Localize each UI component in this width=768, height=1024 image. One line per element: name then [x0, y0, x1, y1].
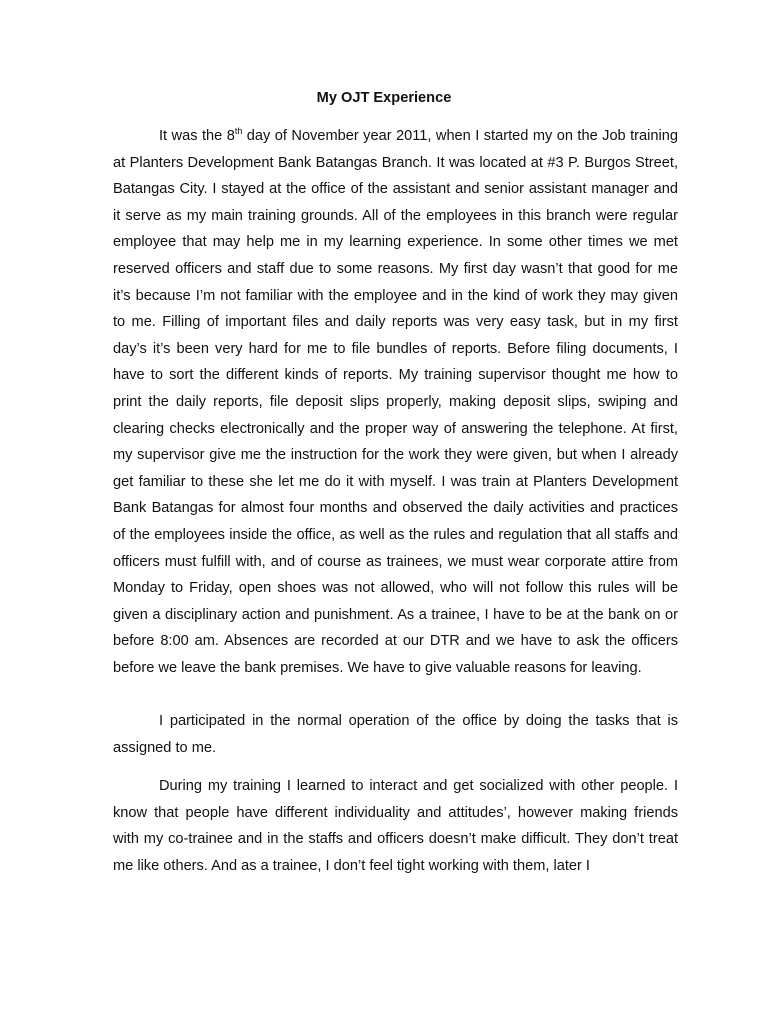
paragraph-1-text-start: It was the 8: [159, 128, 235, 144]
paragraph-2: I participated in the normal operation of the office by doing the tasks that is assigned to me.: [113, 713, 678, 756]
document-title: My OJT Experience: [316, 90, 452, 106]
paragraph-1: [113, 123, 678, 681]
paragraph-3: During my training I learned to interact and get socialized with other people. I know that people have different individuality and attitudes’, however making friends with my co-trainee and in the staffs and officers doesn’t make difficult. They don’t treat me like others. And as a trainee, I don’t feel tight working with them, later I: [113, 778, 678, 874]
paragraph-1-text-rest: day of November year 2011, when I started my on the Job training at Planters Development Bank Batangas Branch. It was located at #3 P. Burgos Street, Batangas City. I stayed at the office of the assistant and senior assistant manager and it serve as my main training grounds. All of the employees in this branch were regular employee that may help me in my learning experience. In some other times we met reserved officers and staff due to some reasons. My first day wasn’t that good for me it’s because I’m not familiar with the employee and in the kind of work they may given to me. Filling of important files and daily reports was very easy task, but in my first day’s it’s been very hard for me to file bundles of reports. Before filing documents, I have to sort the different kinds of reports. My training supervisor thought me how to print the daily reports, file deposit slips properly, making deposit slips, swiping and clearing checks electronically and the proper way of answering the telephone. At first, my supervisor give me the instruction for the work they were given, but when I already get familiar to these she let me do it with myself. I was train at Planters Development Bank Batangas for almost four months and observed the daily activities and practices of the employees inside the office, as well as the rules and regulation that all staffs and officers must fulfill with, and of course as trainees, we must wear corporate attire from Monday to Friday, open shoes was not allowed, who will not follow this rules will be given a disciplinary action and punishment. As a trainee, I have to be at the bank on or before 8:00 am. Absences are recorded at our DTR and we have to ask the officers before we leave the bank premises. We have to give valuable reasons for leaving.: [113, 128, 678, 676]
ordinal-superscript: th: [234, 126, 243, 136]
